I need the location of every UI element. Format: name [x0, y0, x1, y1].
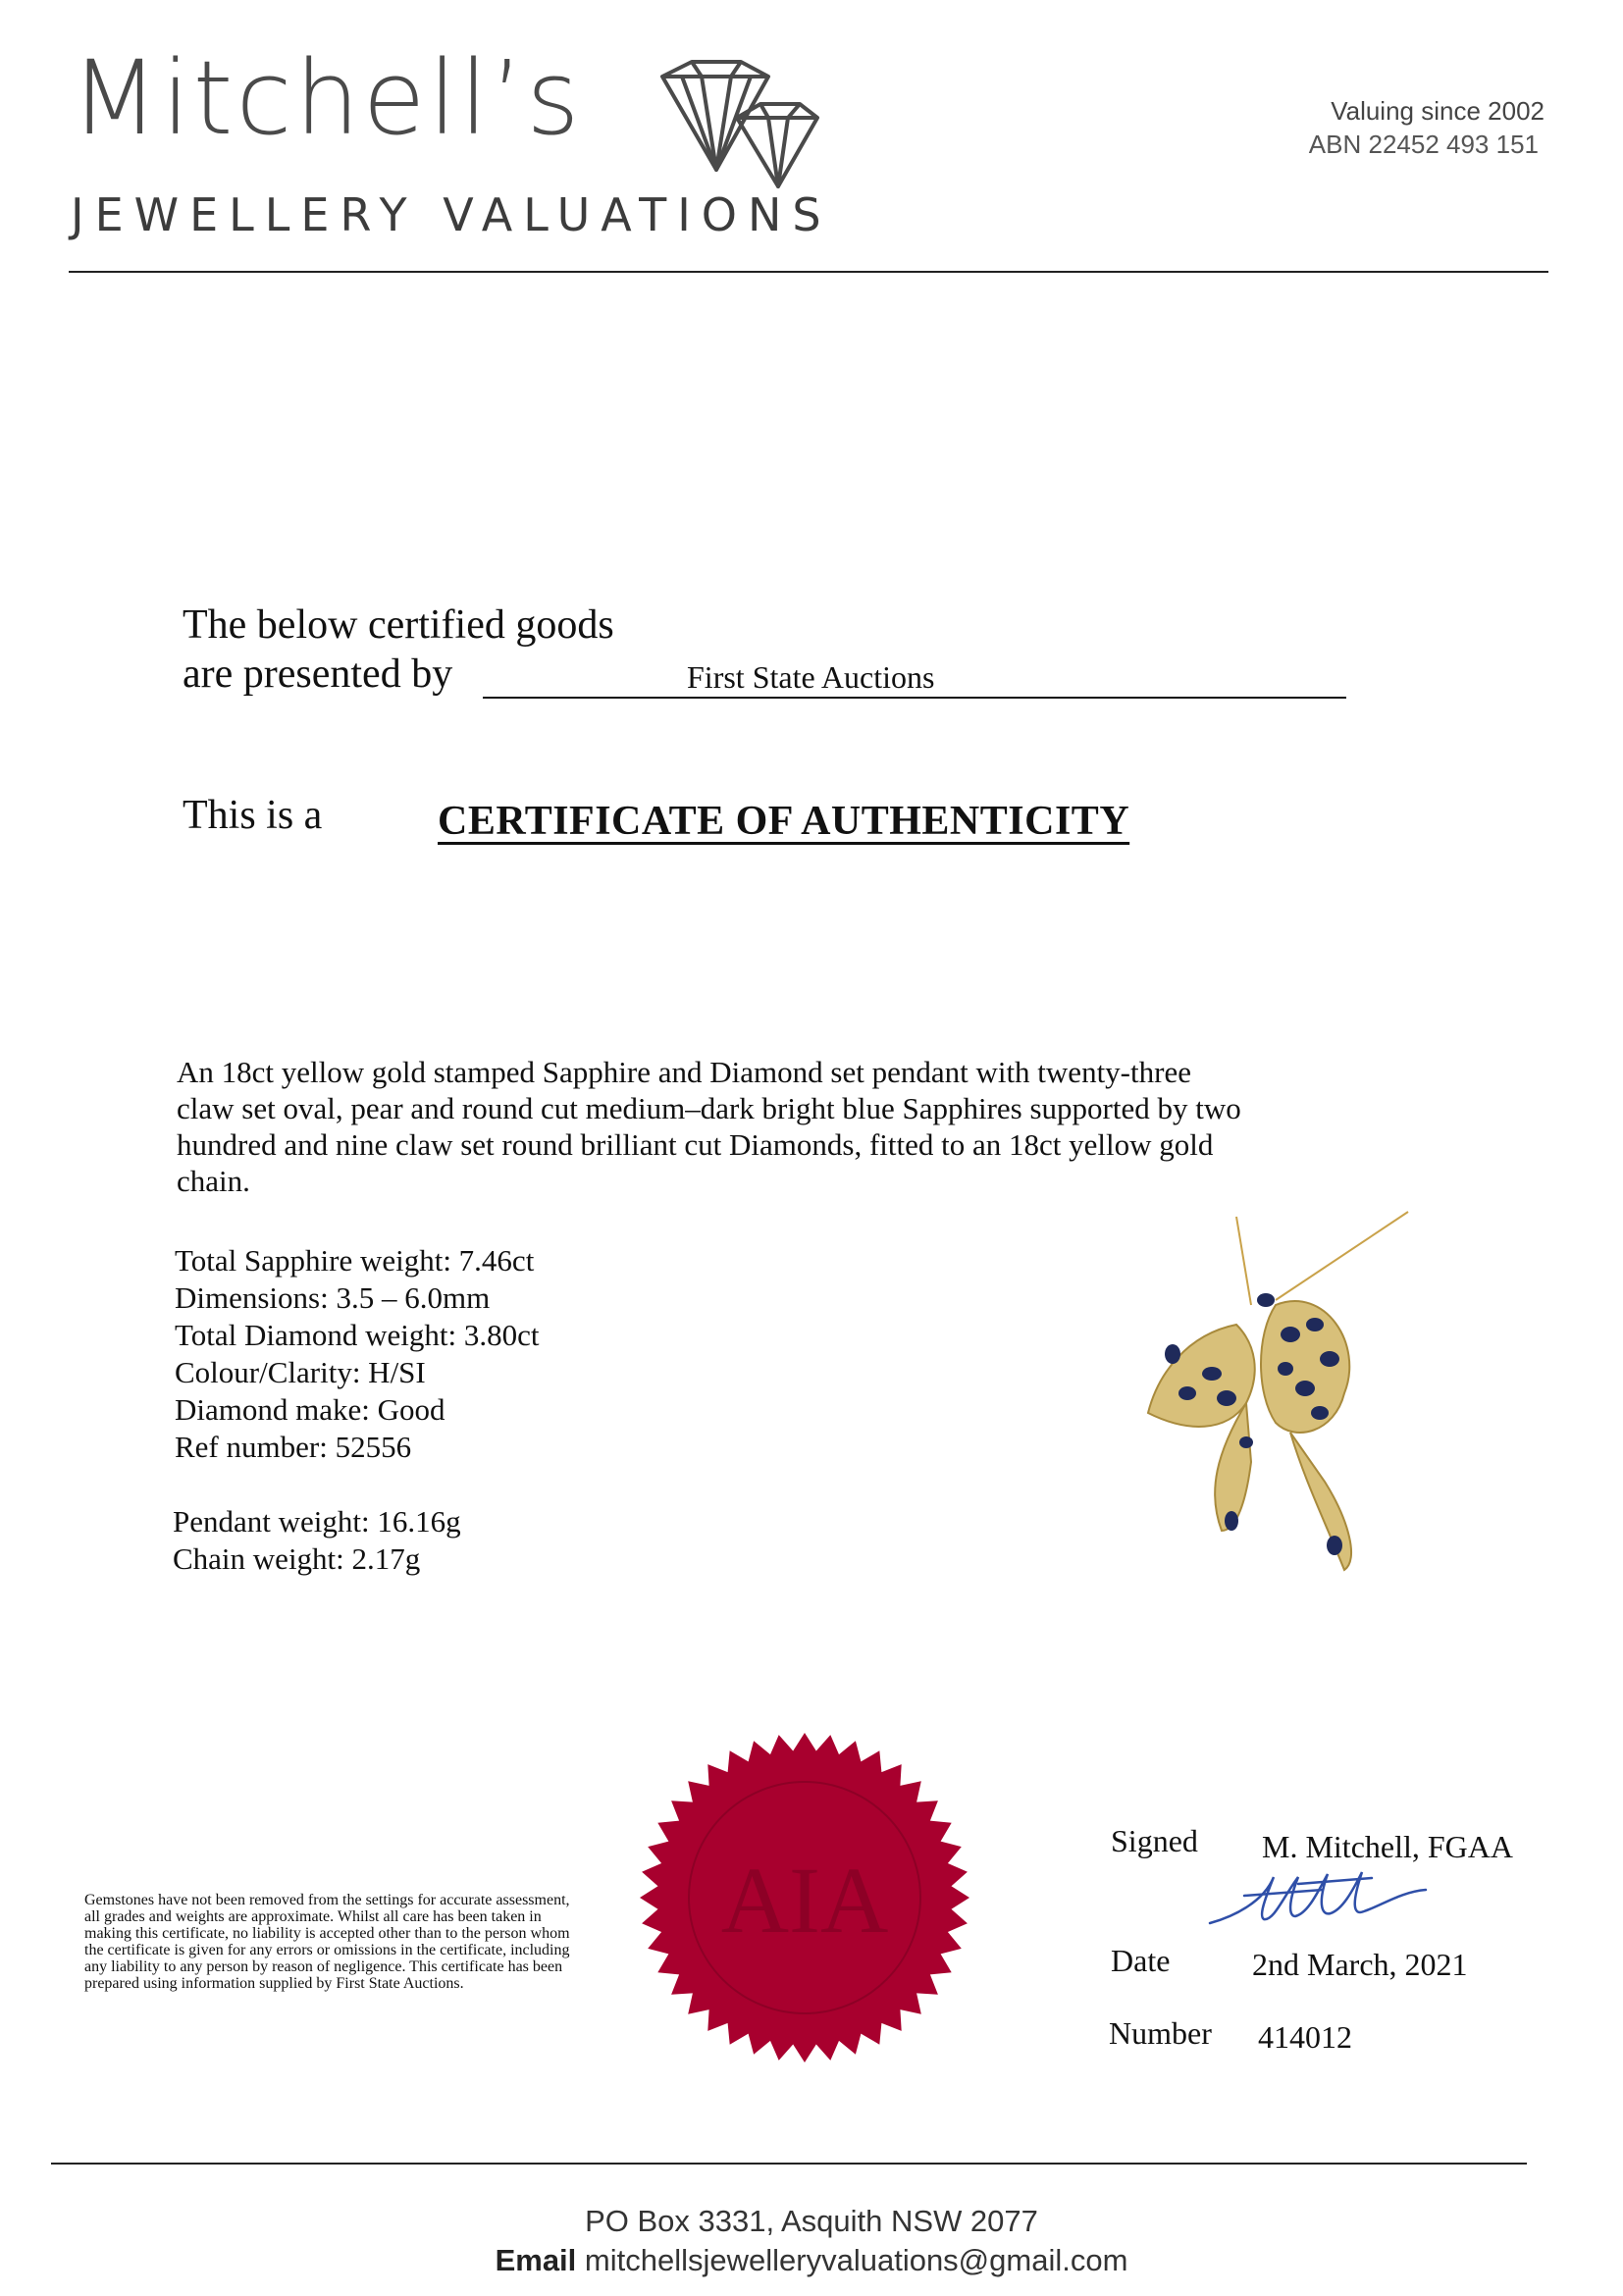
valuing-since: Valuing since 2002: [1331, 96, 1544, 126]
specs-list: [175, 1242, 540, 1466]
signed-label: Signed: [1111, 1823, 1198, 1858]
signature-icon: [1205, 1862, 1431, 1931]
spec-ref-number: Ref number: 52556: [175, 1430, 412, 1464]
email-address[interactable]: mitchellsjewelleryvaluations@gmail.com: [584, 2243, 1128, 2277]
spec-diamond-weight: Total Diamond weight: 3.80ct: [175, 1318, 540, 1352]
presenter-underline: [483, 697, 1346, 699]
disclaimer-text: Gemstones have not been removed from the settings for accurate assessment, all grades and weights are approximate. Whilst all care has been taken in making this certificate, no liability is accepted other than to the person whom the certificate is given for any errors or omissions in the certificate, including any liability to any person by reason of negligence. This certificate has been prepared using information supplied by First State Auctions.: [84, 1892, 570, 1992]
spec-sapphire-weight: Total Sapphire weight: 7.46ct: [175, 1243, 535, 1278]
presented-by-text: [183, 600, 614, 699]
signed-value: M. Mitchell, FGAA: [1262, 1829, 1513, 1864]
header-divider: [69, 271, 1548, 273]
seal-emblem: AIA: [720, 1848, 889, 1953]
weights-list: [173, 1503, 461, 1578]
brand-subtitle: JEWELLERY VALUATIONS: [71, 188, 832, 241]
pendant-photo: [1128, 1207, 1423, 1590]
certificate-prefix: This is a: [183, 793, 323, 838]
spec-diamond-make: Diamond make: Good: [175, 1392, 445, 1427]
diamond-icon: [643, 57, 819, 194]
date-value: 2nd March, 2021: [1252, 1947, 1468, 1982]
number-label: Number: [1109, 2015, 1212, 2051]
pendant-weight: Pendant weight: 16.16g: [173, 1504, 461, 1539]
abn-number: ABN 22452 493 151: [1308, 130, 1539, 159]
wax-seal-icon: [638, 1731, 971, 2064]
spec-colour-clarity: Colour/Clarity: H/SI: [175, 1355, 426, 1389]
presented-line-2: are presented by: [183, 652, 453, 697]
presented-line-1: The below certified goods: [183, 602, 614, 648]
footer-divider: [51, 2163, 1527, 2165]
presenter-name: First State Auctions: [687, 659, 935, 695]
footer-email-line: [0, 2245, 1623, 2275]
spec-dimensions: Dimensions: 3.5 – 6.0mm: [175, 1280, 491, 1315]
date-label: Date: [1111, 1943, 1171, 1978]
email-label: Email: [495, 2243, 577, 2277]
certificate-title: CERTIFICATE OF AUTHENTICITY: [438, 799, 1130, 844]
number-value: 414012: [1258, 2019, 1352, 2055]
chain-weight: Chain weight: 2.17g: [173, 1541, 421, 1576]
footer-address: PO Box 3331, Asquith NSW 2077: [585, 2204, 1038, 2238]
brand-name: Mitchell’s: [71, 38, 583, 158]
item-description: An 18ct yellow gold stamped Sapphire and Diamond set pendant with twenty-three claw set oval, pear and round cut medium–dark bright blue Sapphires supported by two hundred and nine claw set round brilliant cut Diamonds, fitted to an 18ct yellow gold chain.: [177, 1055, 1241, 1198]
